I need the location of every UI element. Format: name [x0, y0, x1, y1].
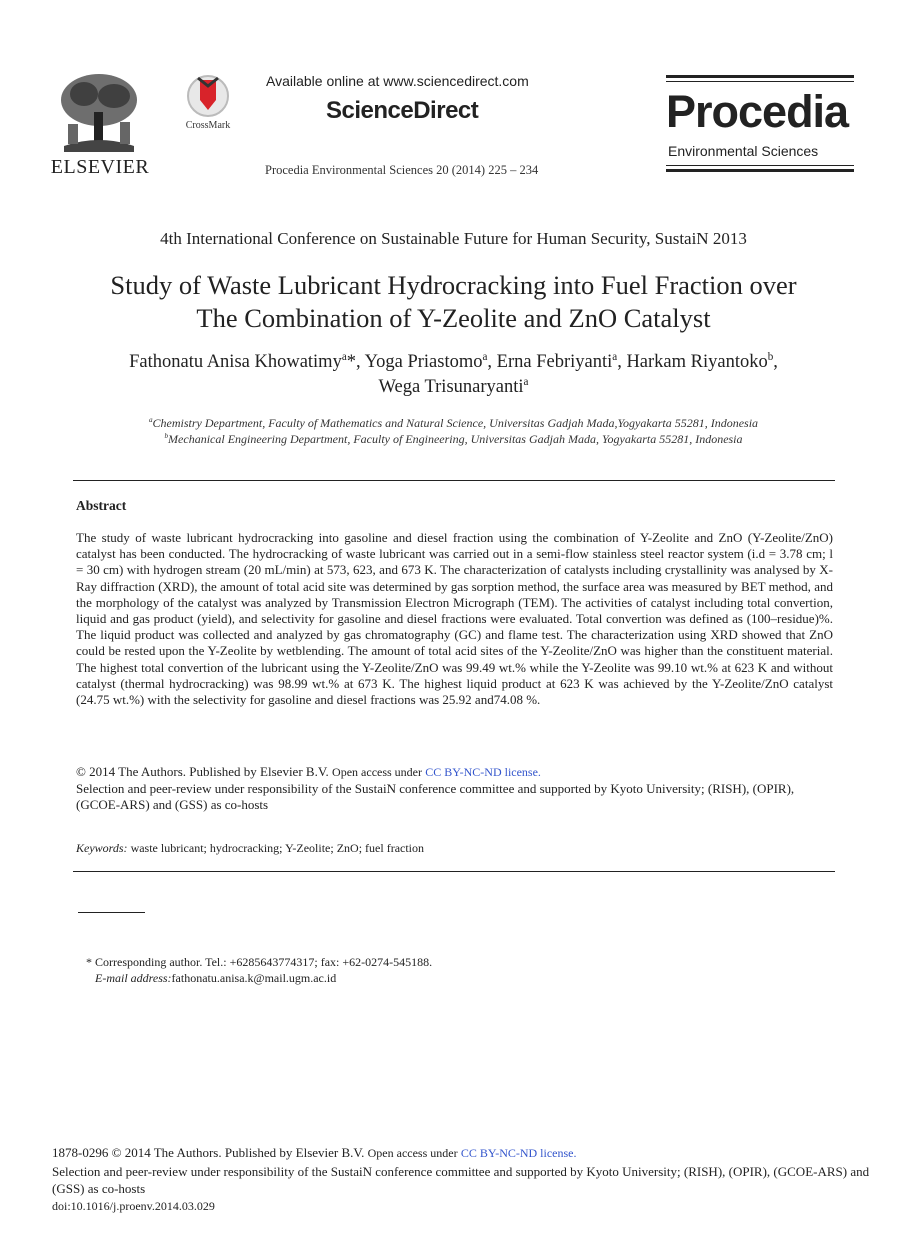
journal-reference: Procedia Environmental Sciences 20 (2014) 225 – 234	[265, 163, 539, 177]
copyright-line	[76, 764, 836, 781]
copyright-text: © 2014 The Authors. Published by Elsevier B.V.	[76, 764, 329, 779]
crossmark-icon	[184, 74, 232, 118]
affiliation-marker: a	[612, 350, 618, 363]
footer-peer-review: Selection and peer-review under responsibility of the SustaiN conference committee and supported by Kyoto University; (RISH), (OPIR), (GCOE-ARS) and (GSS) as co-hosts	[52, 1163, 870, 1196]
elsevier-tree-icon	[54, 72, 144, 154]
abstract-heading: Abstract	[76, 498, 127, 513]
procedia-logo	[666, 75, 854, 179]
elsevier-wordmark: ELSEVIER	[50, 156, 150, 178]
abstract-body: The study of waste lubricant hydrocracking into gasoline and diesel fraction using the combination of Y-Zeolite and ZnO (Y-Zeolite/ZnO) catalyst has been conducted. The hydrocracking of waste lubricant was carried out in a semi-flow stainless steel reactor system (i.d = 3.78 cm; l = 30 cm) with hydrogen stream (20 mL/min) at 573, 623, and 673 K. The characterization of catalysts including crystallinity was analysed by X-Ray diffraction (XRD), the amount of total acid site was determined by gas sorption method, the surface area was measured by BET method, and the morphology of the catalyst was analyzed by Transmission Electron Micrograph (TEM). The activities of catalyst including total convertion, liquid and gas product (yield), and selectivity for gasoline and diesel fractions were evaluated. Total convertion was defined as (100–residue)%. The liquid product was collected and analyzed by gas chromatography (GC) and flame test. The characterization using XRD showed that ZnO could be rested upon the Y-Zeolite by wetblending. The amount of total acid sites of the Y-Zeolite/ZnO was higher than the constituent material. The highest total convertion of the lubricant using the Y-Zeolite/ZnO was 99.49 wt.% while the Y-Zeolite was 99.10 wt.% at 623 K and without catalyst (thermal hydrocracking) was 98.99 wt.% at 673 K. The highest liquid product at 623 K was achieved by the Y-Zeolite/ZnO catalyst (24.75 wt.%) with the selectivity for gasoline and diesel fractions was 25.92 and74.08 %.	[76, 530, 833, 708]
email-label: E-mail address:	[95, 971, 172, 985]
procedia-wordmark: Procedia	[666, 86, 849, 137]
email-address[interactable]: fathonatu.anisa.k@mail.ugm.ac.id	[171, 971, 337, 985]
section-divider	[73, 871, 835, 872]
affiliation-marker: a	[148, 416, 153, 424]
affiliation-marker: b	[164, 432, 169, 440]
keywords	[76, 841, 424, 856]
copyright-block	[76, 764, 836, 814]
keywords-text: waste lubricant; hydrocracking; Y-Zeolite; ZnO; fuel fraction	[130, 841, 425, 855]
sciencedirect-logo: ScienceDirect	[326, 97, 479, 124]
available-online-text[interactable]: Available online at www.sciencedirect.com	[266, 73, 529, 89]
logo-rule	[666, 165, 854, 166]
logo-rule	[666, 75, 854, 78]
page-footer	[52, 1144, 872, 1215]
email-line	[95, 971, 336, 986]
corresponding-author-note: * Corresponding author. Tel.: +6285643774317; fax: +62-0274-545188.	[86, 955, 433, 969]
section-divider	[73, 480, 835, 481]
affiliation-b	[0, 432, 907, 447]
affiliation-marker: a	[341, 350, 347, 363]
conference-name: 4th International Conference on Sustainable Future for Human Security, SustaiN 2013	[160, 229, 747, 248]
affiliation-text: Mechanical Engineering Department, Faculty of Engineering, Universitas Gadjah Mada, Yogyakarta 55281, Indonesia	[168, 432, 743, 446]
affiliation-a	[0, 416, 907, 431]
affiliation-marker: a	[523, 375, 529, 388]
keywords-label: Keywords:	[76, 841, 128, 855]
author-name: Erna Febriyanti	[496, 352, 613, 372]
issn-text: 1878-0296 © 2014 The Authors. Published by Elsevier B.V.	[52, 1145, 365, 1160]
peer-review-text: Selection and peer-review under responsibility of the SustaiN conference committee and supported by Kyoto University; (RISH), (OPIR), (GCOE-ARS) and (GSS) as co-hosts	[76, 780, 795, 812]
author-name: Fathonatu Anisa Khowatimy	[129, 352, 342, 372]
author-list-line-2	[0, 377, 907, 398]
logo-rule	[666, 81, 854, 82]
issn-line	[52, 1144, 872, 1163]
paper-title-line-2: The Combination of Y-Zeolite and ZnO Catalyst	[196, 303, 711, 333]
author-list	[0, 352, 907, 373]
author-name: Wega Trisunaryanti	[378, 377, 524, 397]
footnote-divider	[78, 912, 145, 913]
author-separator: ,	[773, 352, 778, 372]
author-name: Yoga Priastomo	[364, 352, 483, 372]
open-access-text: Open access under	[332, 765, 423, 779]
affiliation-marker: b	[767, 350, 774, 363]
license-link[interactable]: CC BY-NC-ND license.	[460, 1146, 577, 1160]
procedia-subtitle: Environmental Sciences	[668, 143, 819, 159]
open-access-text: Open access under	[367, 1146, 458, 1160]
author-separator: ,	[617, 352, 627, 372]
author-separator: ,	[487, 352, 497, 372]
affiliation-marker: a	[482, 350, 488, 363]
crossmark-label: CrossMark	[185, 120, 231, 131]
paper-title-line-1: Study of Waste Lubricant Hydrocracking into Fuel Fraction over	[110, 270, 797, 300]
affiliation-text: Chemistry Department, Faculty of Mathematics and Natural Science, Universitas Gadjah Mada,Yogyakarta 55281, Indonesia	[152, 416, 759, 430]
author-name: Harkam Riyantoko	[626, 352, 768, 372]
elsevier-logo	[50, 72, 150, 180]
license-link[interactable]: CC BY-NC-ND license.	[425, 765, 541, 779]
doi[interactable]: doi:10.1016/j.proenv.2014.03.029	[52, 1198, 215, 1213]
logo-rule	[666, 169, 854, 172]
crossmark-badge[interactable]	[176, 74, 240, 138]
corresponding-marker: *,	[346, 352, 365, 372]
